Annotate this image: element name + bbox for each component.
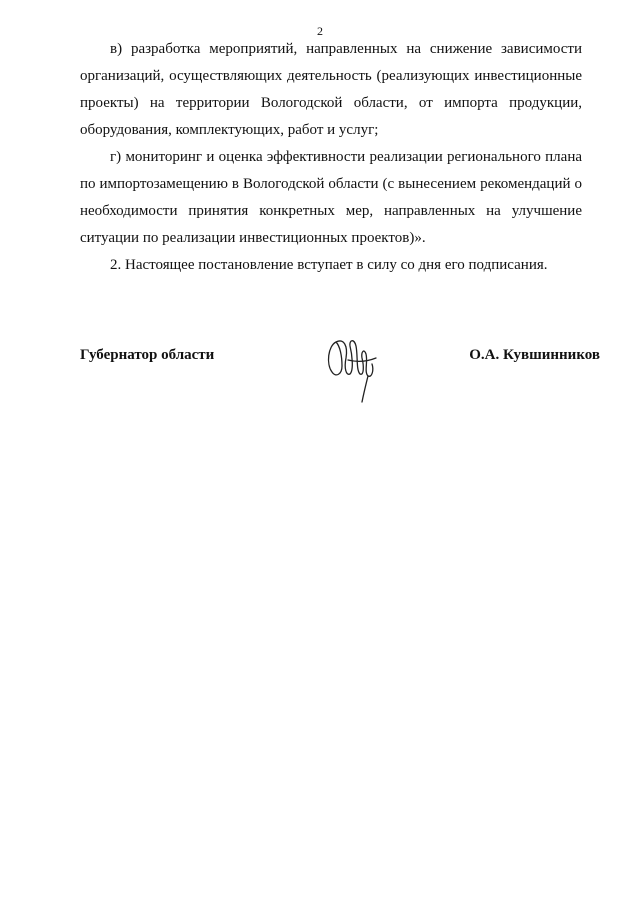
page-number: 2 [317,24,323,38]
paragraph-g: г) мониторинг и оценка эффективности реализации регионального плана по импортозамещению в Вологодской области (с вынесением рекомендаций о необходимости принятия конкретных мер, направленных на улучшение ситуации по реализации инвестиционных проектов)». [80,149,582,246]
document-body [80,36,582,279]
handwritten-signature-icon [322,326,384,406]
signatory-title: Губернатор области [80,347,215,363]
paragraph-v: в) разработка мероприятий, направленных на снижение зависимости организаций, осуществляющих деятельность (реализующих инвестиционные проекты) на территории Вологодской области, от импорта продукции, оборудования, комплектующих, работ и услуг; [80,41,582,138]
paragraph-2: 2. Настоящее постановление вступает в силу со дня его подписания. [110,257,548,273]
signatory-name: О.А. Кувшинников [469,347,600,363]
